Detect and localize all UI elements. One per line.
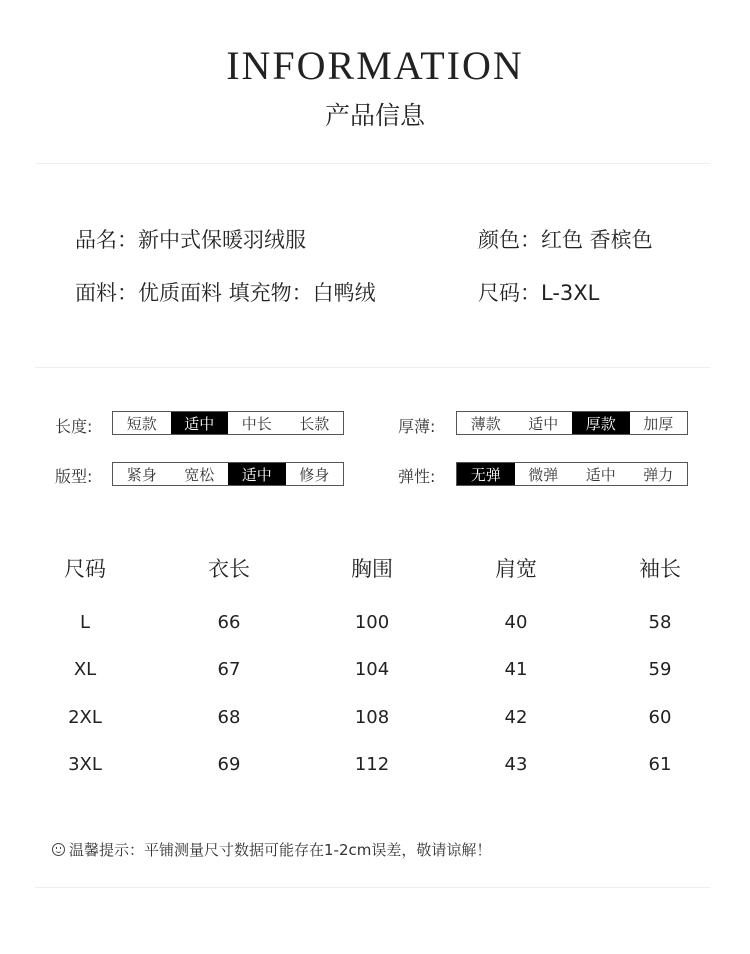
table-cell: 42 (504, 707, 528, 728)
scale-fit (112, 462, 344, 486)
smile-icon (52, 843, 65, 856)
table-header: 袖长 (639, 557, 681, 581)
page-title-en: INFORMATION (226, 43, 524, 88)
table-cell: 43 (504, 754, 528, 775)
scale-label-thickness: 厚薄: (398, 417, 436, 436)
info-material: 面料：优质面料 填充物：白鸭绒 (75, 281, 376, 305)
table-cell: 69 (217, 754, 241, 775)
scale-option: 长款 (299, 414, 330, 433)
scale-option-selected: 无弹 (457, 463, 515, 485)
scale-option: 适中 (528, 414, 559, 433)
scale-label-elasticity: 弹性: (398, 467, 436, 486)
table-cell: 58 (648, 612, 672, 633)
table-cell: 59 (648, 659, 672, 680)
table-cell: L (79, 612, 91, 633)
scale-thickness (456, 411, 688, 435)
divider (35, 887, 710, 888)
scale-option: 薄款 (470, 414, 501, 433)
scale-option-selected: 适中 (171, 412, 229, 434)
page-title-cn: 产品信息 (324, 101, 425, 130)
scale-label-length: 长度: (55, 417, 93, 436)
table-cell: XL (73, 659, 97, 680)
table-cell: 66 (217, 612, 241, 633)
table-cell: 2XL (68, 707, 102, 728)
table-cell: 67 (217, 659, 241, 680)
table-header: 尺码 (64, 557, 106, 581)
scale-option: 加厚 (643, 414, 674, 433)
info-color: 颜色：红色 香槟色 (478, 228, 653, 252)
scale-option: 弹力 (643, 465, 674, 484)
scale-length (112, 411, 344, 435)
scale-option: 宽松 (184, 465, 215, 484)
table-cell: 104 (354, 659, 390, 680)
table-cell: 40 (504, 612, 528, 633)
scale-option: 修身 (299, 465, 330, 484)
table-cell: 41 (504, 659, 528, 680)
table-header: 胸围 (351, 557, 393, 581)
table-cell: 100 (354, 612, 390, 633)
table-header: 衣长 (208, 557, 250, 581)
scale-option: 中长 (241, 414, 272, 433)
scale-option-selected: 厚款 (572, 412, 630, 434)
info-product-name: 品名：新中式保暖羽绒服 (75, 228, 306, 252)
tip (52, 839, 491, 860)
table-cell: 108 (354, 707, 390, 728)
scale-elasticity (456, 462, 688, 486)
scale-option-selected: 适中 (228, 463, 286, 485)
table-cell: 68 (217, 707, 241, 728)
table-cell: 3XL (68, 754, 102, 775)
tip-text: 温馨提示：平铺测量尺寸数据可能存在1-2cm误差，敬请谅解！ (69, 841, 492, 859)
table-cell: 61 (648, 754, 672, 775)
scale-option: 紧身 (126, 465, 157, 484)
table-header: 肩宽 (495, 557, 537, 581)
info-size: 尺码：L-3XL (478, 281, 600, 305)
scale-option: 短款 (126, 414, 157, 433)
scale-option: 适中 (585, 465, 616, 484)
table-cell: 112 (354, 754, 390, 775)
scale-option: 微弹 (528, 465, 559, 484)
divider (35, 163, 710, 164)
scale-label-fit: 版型: (55, 467, 93, 486)
table-cell: 60 (648, 707, 672, 728)
divider (35, 367, 710, 368)
